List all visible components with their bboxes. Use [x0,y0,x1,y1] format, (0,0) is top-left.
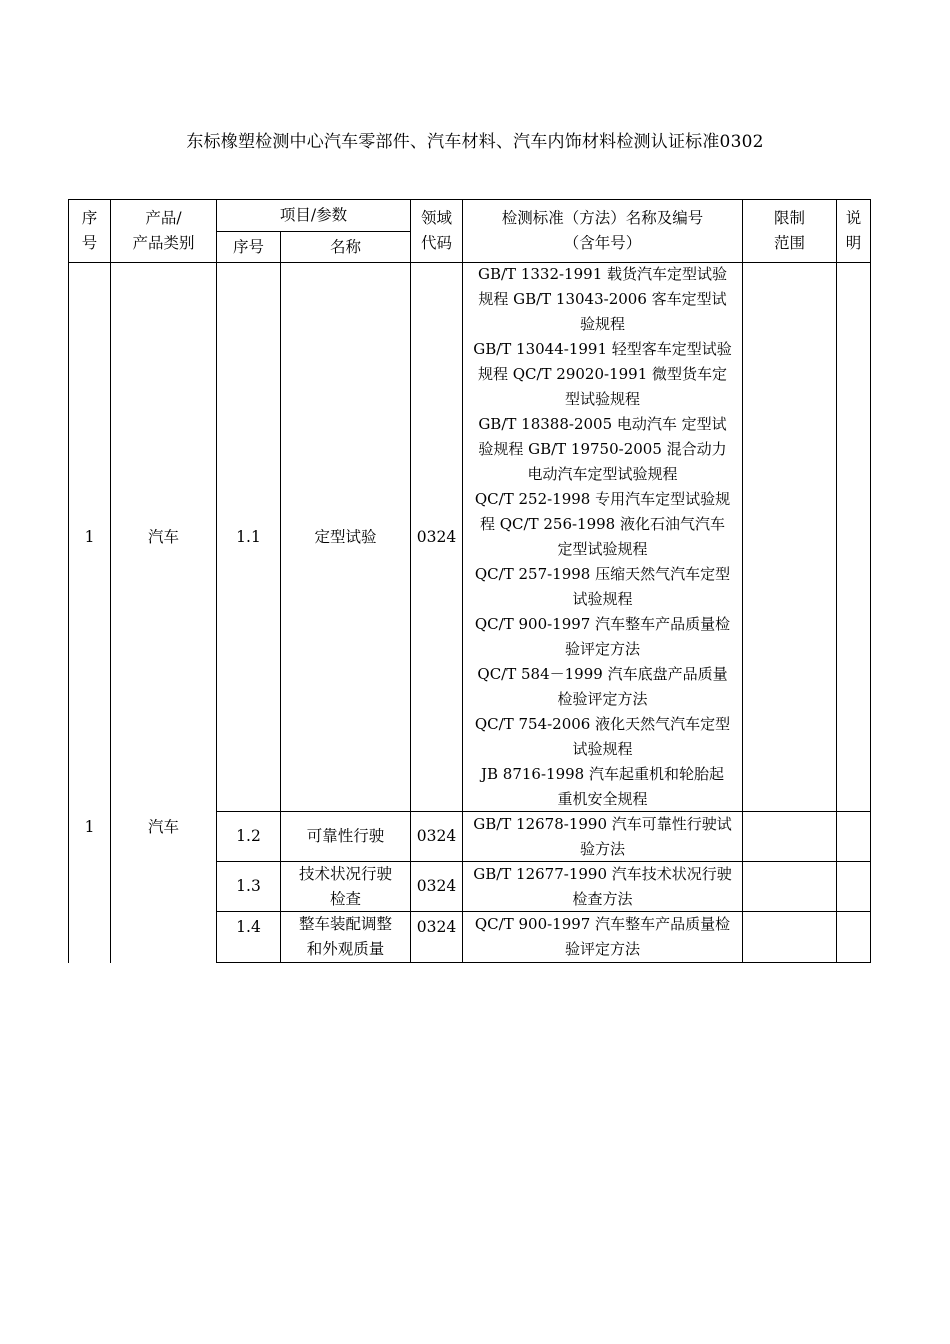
header-product: 产品/ 产品类别 [132,209,195,252]
header-item-name: 名称 [329,237,361,256]
row-1-4-item-seq: 1.4 [236,918,261,936]
row-1-3-standard: GB/T 12677-1990 汽车技术状况行驶 检查方法 [473,864,732,908]
header-seq: 序 号 [81,209,98,252]
row1-item-seq: 1.1 [236,527,261,546]
row2-product: 汽车 [147,818,179,836]
row2-seq: 1 [84,818,95,836]
header-domain-code: 领域 代码 [420,209,452,252]
row-1-2-item-name: 可靠性行驶 [306,827,385,845]
header-limit: 限制 范围 [773,209,805,252]
row-1-2-code: 0324 [416,827,457,845]
header-item-param: 项目/参数 [279,206,348,224]
row1-seq: 1 [84,527,95,546]
row-1-4-code: 0324 [416,918,457,936]
row-1-4-item-name: 整车装配调整 和外观质量 [298,915,392,958]
header-standard: 检测标准（方法）名称及编号 （含年号） [501,209,704,252]
row-1-4-standard: QC/T 900-1997 汽车整车产品质量检 验评定方法 [474,915,731,958]
row-1-2-item-seq: 1.2 [236,827,261,845]
header-note: 说 明 [845,209,862,252]
row-1-3-item-name: 技术状况行驶 检查 [298,864,392,908]
page-title: 东标橡塑检测中心汽车零部件、汽车材料、汽车内饰材料检测认证标准0302 [186,132,764,152]
row-1-3-item-seq: 1.3 [236,877,261,895]
header-item-seq: 序号 [232,237,264,256]
row-1-3-code: 0324 [416,877,457,895]
row1-standard: GB/T 1332-1991 载货汽车定型试验 规程 GB/T 13043-2006 客车定型试 验规程 GB/T 13044-1991 轻型客车定型试验 规程 QC/T 29020-1991 微型货车定 型试验规程 GB/T 18388-2005 电动汽车 定型试 验规程 GB/T 19750-2005 混合动力 电动汽车定型试验规程 QC/T 252-1998 专用汽车定型试验规 程 QC/T 256-1998 液化石油气汽车 定型试验规程 QC/T 257-1998 压缩天然气汽车定型 试验规程 QC/T 900-1997 汽车整车产品质量检 验评定方法 QC/T 584－1999 汽车底盘产品质量 检验评定方法 QC/T 754-2006 液化天然气汽车定型 试验规程 JB 8716-1998 汽车起重机和轮胎起 重机安全规程 [473,265,732,808]
row-1-2-standard: GB/T 12678-1990 汽车可靠性行驶试 验方法 [473,814,732,858]
row1-item-name: 定型试验 [314,527,377,546]
row1-product: 汽车 [147,527,179,546]
row1-code: 0324 [416,527,457,546]
